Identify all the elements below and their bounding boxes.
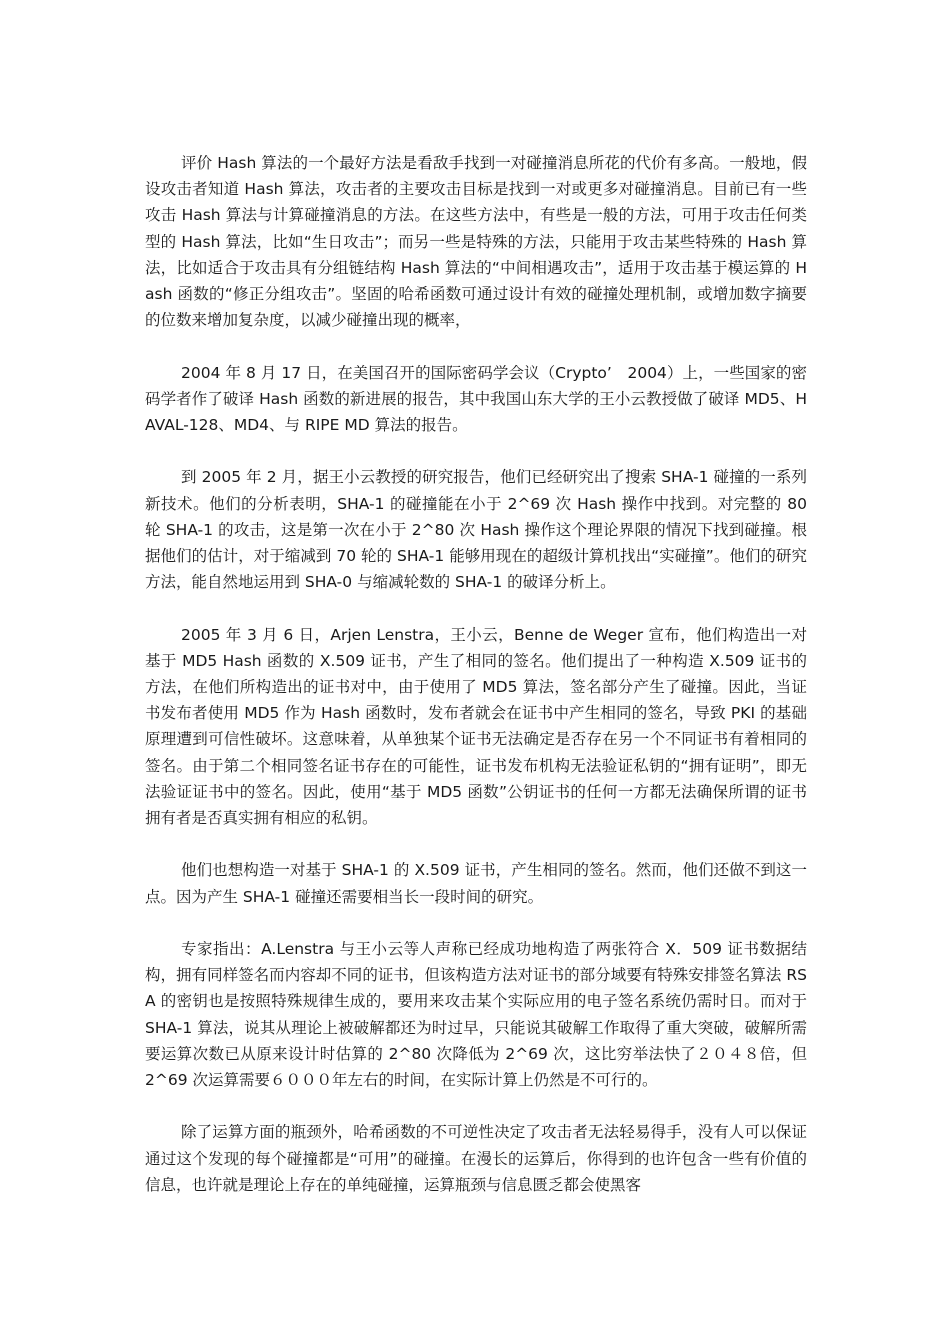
paragraph-hash-evaluation: 评价 Hash 算法的一个最好方法是看敌手找到一对碰撞消息所花的代价有多高。一般地，假设攻击者知道 Hash 算法，攻击者的主要攻击目标是找到一对或更多对碰撞消息。目前已有一些攻击 Hash 算法与计算碰撞消息的方法。在这些方法中，有些是一般的方法，可用于攻击任何类型的 Hash 算法，比如“生日攻击”；而另一些是特殊的方法，只能用于攻击某些特殊的 Hash 算法，比如适合于攻击具有分组链结构 Hash 算法的“中间相遇攻击”，适用于攻击基于模运算的 Hash 函数的“修正分组攻击”。坚固的哈希函数可通过设计有效的碰撞处理机制，或增加数字摘要的位数来增加复杂度，以减少碰撞出现的概率， <box>145 154 807 330</box>
paragraph-expert-opinion: 专家指出：A.Lenstra 与王小云等人声称已经成功地构造了两张符合 X．509 证书数据结构，拥有同样签名而内容却不同的证书，但该构造方法对证书的部分域要有特殊安排签名算法 RSA 的密钥也是按照特殊规律生成的，要用来攻击某个实际应用的电子签名系统仍需时日。而对于 SHA-1 算法，说其从理论上被破解都还为时过早，只能说其破解工作取得了重大突破，破解所需要运算次数已从原来设计时估算的 2^80 次降低为 2^69 次，这比穷举法快了２０４８倍，但 2^69 次运算需要６０００年左右的时间，在实际计算上仍然是不可行的。 <box>145 940 807 1090</box>
document-body <box>145 150 807 1224</box>
paragraph-md5-x509-certificates: 2005 年 3 月 6 日，Arjen Lenstra，王小云，Benne de Weger 宣布，他们构造出一对基于 MD5 Hash 函数的 X.509 证书，产生了相同的签名。他们提出了一种构造 X.509 证书的方法，在他们所构造出的证书对中，由于使用了 MD5 算法，签名部分产生了碰撞。因此，当证书发布者使用 MD5 作为 Hash 函数时，发布者就会在证书中产生相同的签名，导致 PKI 的基础原理遭到可信性破坏。这意味着，从单独某个证书无法确定是否存在另一个不同证书有着相同的签名。由于第二个相同签名证书存在的可能性，证书发布机构无法验证私钥的“拥有证明”，即无法验证证书中的签名。因此，使用“基于 MD5 函数”公钥证书的任何一方都无法确保所谓的证书拥有者是否真实拥有相应的私钥。 <box>145 625 807 828</box>
paragraph-crypto-2004: 2004 年 8 月 17 日，在美国召开的国际密码学会议（Crypto’ 2004）上，一些国家的密码学者作了破译 Hash 函数的新进展的报告，其中我国山东大学的王小云教授做了破译 MD5、HAVAL-128、MD4、与 RIPE MD 算法的报告。 <box>145 363 807 435</box>
paragraph-sha1-x509-attempt: 他们也想构造一对基于 SHA-1 的 X.509 证书，产生相同的签名。然而，他们还做不到这一点。因为产生 SHA-1 碰撞还需要相当长一段时间的研究。 <box>145 861 807 906</box>
paragraph-irreversibility: 除了运算方面的瓶颈外，哈希函数的不可逆性决定了攻击者无法轻易得手，没有人可以保证通过这个发现的每个碰撞都是“可用”的碰撞。在漫长的运算后，你得到的也许包含一些有价值的信息，也许就是理论上存在的单纯碰撞，运算瓶颈与信息匮乏都会使黑客 <box>145 1123 807 1194</box>
paragraph-sha1-collision-research: 到 2005 年 2 月，据王小云教授的研究报告，他们已经研究出了搜索 SHA-1 碰撞的一系列新技术。他们的分析表明，SHA-1 的碰撞能在小于 2^69 次 Hash 操作中找到。对完整的 80 轮 SHA-1 的攻击，这是第一次在小于 2^80 次 Hash 操作这个理论界限的情况下找到碰撞。根据他们的估计，对于缩减到 70 轮的 SHA-1 能够用现在的超级计算机找出“实碰撞”。他们的研究方法，能自然地运用到 SHA-0 与缩减轮数的 SHA-1 的破译分析上。 <box>145 468 807 592</box>
